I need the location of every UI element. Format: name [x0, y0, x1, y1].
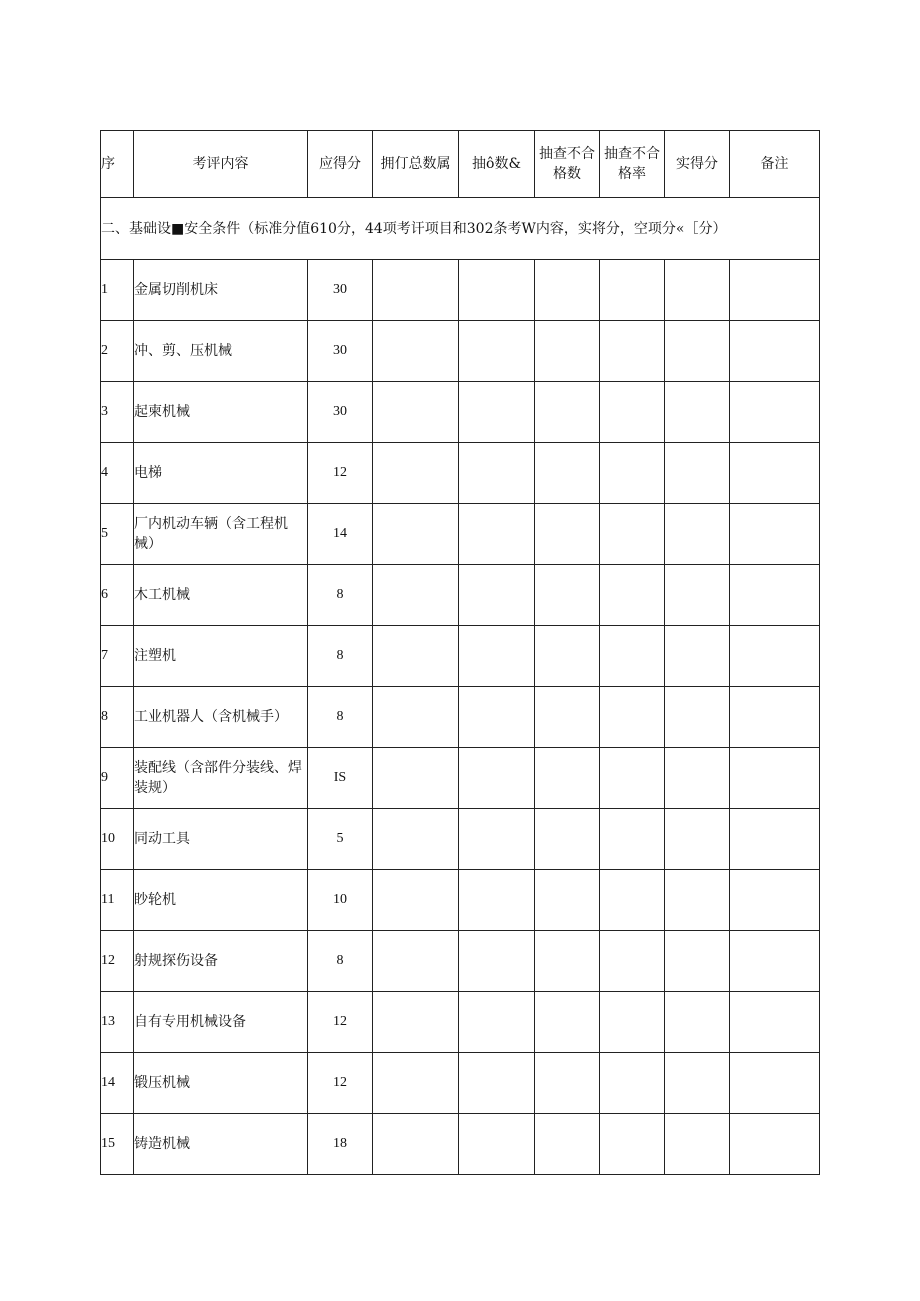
- row-total-cell: [373, 321, 459, 382]
- row-should-score: 30: [308, 382, 373, 443]
- row-total-cell: [373, 687, 459, 748]
- row-remark-cell: [730, 504, 820, 565]
- table-row: [101, 809, 820, 870]
- row-sample-cell: [459, 687, 535, 748]
- row-item-name: 起柬机械: [134, 382, 308, 443]
- row-number: 11: [101, 870, 134, 931]
- row-fail-rate-cell: [600, 382, 665, 443]
- row-remark-cell: [730, 260, 820, 321]
- row-fail-count-cell: [535, 992, 600, 1053]
- table-row: [101, 992, 820, 1053]
- row-fail-rate-cell: [600, 443, 665, 504]
- header-fail-rate: 抽查不合格率: [600, 131, 665, 198]
- row-remark-cell: [730, 1053, 820, 1114]
- row-should-score: 12: [308, 1053, 373, 1114]
- row-remark-cell: [730, 1114, 820, 1175]
- row-remark-cell: [730, 809, 820, 870]
- row-sample-cell: [459, 626, 535, 687]
- row-number: 13: [101, 992, 134, 1053]
- table-row: [101, 626, 820, 687]
- row-number: 15: [101, 1114, 134, 1175]
- row-total-cell: [373, 1053, 459, 1114]
- row-should-score: 30: [308, 260, 373, 321]
- row-total-cell: [373, 260, 459, 321]
- row-item-name: 自有专用机械设备: [134, 992, 308, 1053]
- row-fail-count-cell: [535, 809, 600, 870]
- header-total: 拥仃总数属: [373, 131, 459, 198]
- row-sample-cell: [459, 321, 535, 382]
- row-number: 5: [101, 504, 134, 565]
- row-fail-count-cell: [535, 1053, 600, 1114]
- row-number: 1: [101, 260, 134, 321]
- row-fail-rate-cell: [600, 687, 665, 748]
- row-sample-cell: [459, 382, 535, 443]
- row-actual-score-cell: [665, 443, 730, 504]
- row-sample-cell: [459, 565, 535, 626]
- row-actual-score-cell: [665, 992, 730, 1053]
- row-number: 10: [101, 809, 134, 870]
- header-should-score: 应得分: [308, 131, 373, 198]
- row-item-name: 冲、剪、压机械: [134, 321, 308, 382]
- row-fail-count-cell: [535, 748, 600, 809]
- row-item-name: 同动工具: [134, 809, 308, 870]
- row-actual-score-cell: [665, 931, 730, 992]
- row-total-cell: [373, 382, 459, 443]
- row-fail-rate-cell: [600, 626, 665, 687]
- row-should-score: 8: [308, 687, 373, 748]
- row-should-score: 30: [308, 321, 373, 382]
- row-fail-rate-cell: [600, 748, 665, 809]
- row-remark-cell: [730, 565, 820, 626]
- row-should-score: 10: [308, 870, 373, 931]
- row-item-name: 锻压机械: [134, 1053, 308, 1114]
- row-should-score: 18: [308, 1114, 373, 1175]
- row-fail-rate-cell: [600, 321, 665, 382]
- row-fail-count-cell: [535, 687, 600, 748]
- row-number: 14: [101, 1053, 134, 1114]
- row-number: 2: [101, 321, 134, 382]
- row-remark-cell: [730, 992, 820, 1053]
- table-row: [101, 260, 820, 321]
- row-item-name: 铸造机械: [134, 1114, 308, 1175]
- row-total-cell: [373, 992, 459, 1053]
- header-content: 考评内容: [134, 131, 308, 198]
- header-sample: 抽ô数&: [459, 131, 535, 198]
- assessment-table: [100, 130, 820, 1175]
- row-total-cell: [373, 1114, 459, 1175]
- row-fail-count-cell: [535, 565, 600, 626]
- row-actual-score-cell: [665, 687, 730, 748]
- row-actual-score-cell: [665, 1053, 730, 1114]
- row-remark-cell: [730, 321, 820, 382]
- row-remark-cell: [730, 931, 820, 992]
- table-row: [101, 687, 820, 748]
- row-item-name: 射规探伤设备: [134, 931, 308, 992]
- header-row: [101, 131, 820, 198]
- row-should-score: 5: [308, 809, 373, 870]
- row-sample-cell: [459, 992, 535, 1053]
- row-remark-cell: [730, 687, 820, 748]
- row-sample-cell: [459, 748, 535, 809]
- row-fail-rate-cell: [600, 1053, 665, 1114]
- row-actual-score-cell: [665, 1114, 730, 1175]
- section-title: 二、基础设■安全条件（标准分值610分，44项考讦项目和302条考W内容，实将分，空项分«［分）: [101, 198, 820, 260]
- row-sample-cell: [459, 504, 535, 565]
- table-row: [101, 565, 820, 626]
- row-actual-score-cell: [665, 748, 730, 809]
- row-actual-score-cell: [665, 382, 730, 443]
- table-row: [101, 382, 820, 443]
- row-remark-cell: [730, 443, 820, 504]
- row-total-cell: [373, 931, 459, 992]
- row-total-cell: [373, 748, 459, 809]
- row-number: 6: [101, 565, 134, 626]
- row-fail-count-cell: [535, 382, 600, 443]
- row-remark-cell: [730, 626, 820, 687]
- row-sample-cell: [459, 931, 535, 992]
- row-item-name: 装配线（含部件分装线、焊装规）: [134, 748, 308, 809]
- row-item-name: 注塑机: [134, 626, 308, 687]
- row-number: 7: [101, 626, 134, 687]
- row-fail-rate-cell: [600, 504, 665, 565]
- row-total-cell: [373, 565, 459, 626]
- row-fail-count-cell: [535, 626, 600, 687]
- row-fail-count-cell: [535, 443, 600, 504]
- row-fail-count-cell: [535, 1114, 600, 1175]
- row-fail-count-cell: [535, 504, 600, 565]
- row-number: 8: [101, 687, 134, 748]
- row-sample-cell: [459, 1053, 535, 1114]
- row-should-score: IS: [308, 748, 373, 809]
- row-number: 12: [101, 931, 134, 992]
- row-total-cell: [373, 504, 459, 565]
- row-fail-rate-cell: [600, 260, 665, 321]
- table-row: [101, 1114, 820, 1175]
- row-fail-rate-cell: [600, 809, 665, 870]
- table-row: [101, 1053, 820, 1114]
- row-total-cell: [373, 626, 459, 687]
- row-item-name: 眇轮机: [134, 870, 308, 931]
- row-actual-score-cell: [665, 321, 730, 382]
- row-should-score: 14: [308, 504, 373, 565]
- header-actual: 实得分: [665, 131, 730, 198]
- row-should-score: 12: [308, 443, 373, 504]
- table-row: [101, 748, 820, 809]
- row-number: 3: [101, 382, 134, 443]
- row-remark-cell: [730, 748, 820, 809]
- row-item-name: 工业机器人（含机械手）: [134, 687, 308, 748]
- row-should-score: 12: [308, 992, 373, 1053]
- table-row: [101, 504, 820, 565]
- row-actual-score-cell: [665, 565, 730, 626]
- row-number: 9: [101, 748, 134, 809]
- row-total-cell: [373, 443, 459, 504]
- row-actual-score-cell: [665, 260, 730, 321]
- table-row: [101, 870, 820, 931]
- section-row: [101, 198, 820, 260]
- row-item-name: 木工机械: [134, 565, 308, 626]
- row-actual-score-cell: [665, 504, 730, 565]
- table-row: [101, 443, 820, 504]
- row-sample-cell: [459, 260, 535, 321]
- row-fail-count-cell: [535, 321, 600, 382]
- row-fail-rate-cell: [600, 565, 665, 626]
- row-item-name: 电梯: [134, 443, 308, 504]
- row-remark-cell: [730, 870, 820, 931]
- row-sample-cell: [459, 1114, 535, 1175]
- row-sample-cell: [459, 870, 535, 931]
- row-should-score: 8: [308, 565, 373, 626]
- row-total-cell: [373, 870, 459, 931]
- row-total-cell: [373, 809, 459, 870]
- header-seq: 序: [101, 131, 134, 198]
- row-fail-rate-cell: [600, 1114, 665, 1175]
- row-should-score: 8: [308, 626, 373, 687]
- row-item-name: 厂内机动车辆（含工程机械）: [134, 504, 308, 565]
- header-remark: 备注: [730, 131, 820, 198]
- row-fail-count-cell: [535, 870, 600, 931]
- row-fail-count-cell: [535, 260, 600, 321]
- row-number: 4: [101, 443, 134, 504]
- row-fail-count-cell: [535, 931, 600, 992]
- row-fail-rate-cell: [600, 931, 665, 992]
- row-sample-cell: [459, 443, 535, 504]
- row-actual-score-cell: [665, 809, 730, 870]
- row-item-name: 金属切削机床: [134, 260, 308, 321]
- row-fail-rate-cell: [600, 870, 665, 931]
- row-sample-cell: [459, 809, 535, 870]
- row-actual-score-cell: [665, 870, 730, 931]
- row-actual-score-cell: [665, 626, 730, 687]
- row-remark-cell: [730, 382, 820, 443]
- table-row: [101, 321, 820, 382]
- row-fail-rate-cell: [600, 992, 665, 1053]
- header-fail-count: 抽查不合格数: [535, 131, 600, 198]
- table-row: [101, 931, 820, 992]
- row-should-score: 8: [308, 931, 373, 992]
